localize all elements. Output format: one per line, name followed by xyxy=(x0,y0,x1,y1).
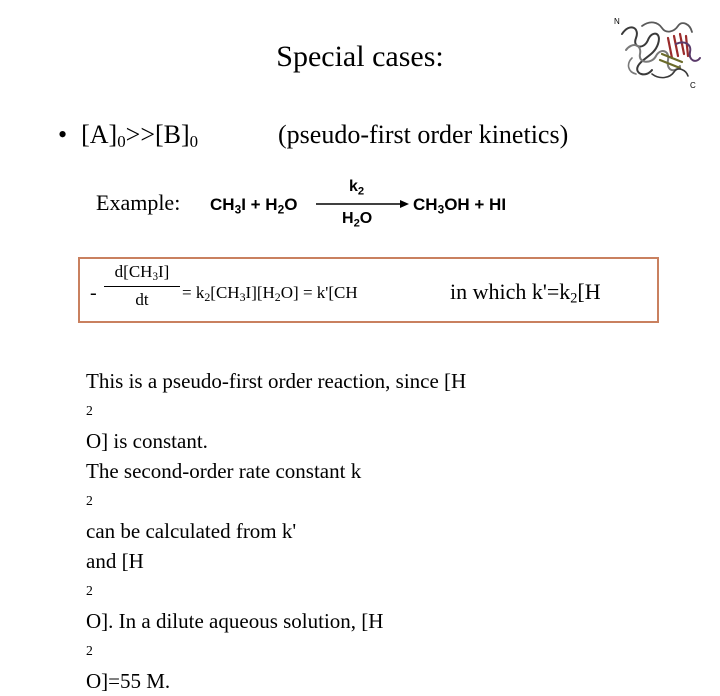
protein-c-terminus-label: C xyxy=(690,81,696,90)
paragraph-line-3: and [H 2 O]. In a dilute aqueous solution, [H 2 O]=55 M. xyxy=(86,549,384,693)
reaction-reactants: $CH_3I + H_2O$ xyxy=(210,195,298,217)
paragraph-line-2: The second-order rate constant k 2 can be calculated from k' xyxy=(86,459,362,543)
protein-n-terminus-label: N xyxy=(614,17,620,26)
pseudo-first-order-note: (pseudo-first order kinetics) xyxy=(278,120,569,149)
bullet-dot: • xyxy=(58,120,68,149)
bullet-condition xyxy=(58,120,198,152)
reaction-scheme xyxy=(206,180,526,230)
slide-title: Special cases: xyxy=(276,40,444,73)
reaction-products: $CH_3OH$ + HI xyxy=(413,195,507,217)
condition-sub-b: 0 xyxy=(189,132,199,152)
fraction-numerator: $d[CH_3I]$ xyxy=(114,262,170,283)
protein-structure-icon xyxy=(612,14,708,90)
rate-derivative-fraction xyxy=(104,262,180,310)
example-label: Example: xyxy=(96,190,181,215)
fraction-denominator: dt xyxy=(135,290,149,309)
condition-b: >>[B] xyxy=(125,120,190,149)
pseudo-constant-definition: in which $k'=k_2[H$ xyxy=(450,279,601,307)
rate-equation-minus: - xyxy=(90,282,97,304)
fraction-bar xyxy=(104,286,180,287)
explanation-paragraph xyxy=(86,366,466,696)
reaction-arrow-icon xyxy=(314,198,410,210)
paragraph-line-1: This is a pseudo-first order reaction, since [H 2 O] is constant. xyxy=(86,369,467,453)
condition-a: [A] xyxy=(81,120,118,149)
solvent-label: $H_2O$ xyxy=(342,210,373,230)
rate-equation-rhs: = $k_2[CH_3I][H_2O] = k'[CH$ xyxy=(182,283,358,304)
condition-sub-a: 0 xyxy=(117,132,126,152)
rate-constant-label: $k_2$ xyxy=(349,178,365,198)
